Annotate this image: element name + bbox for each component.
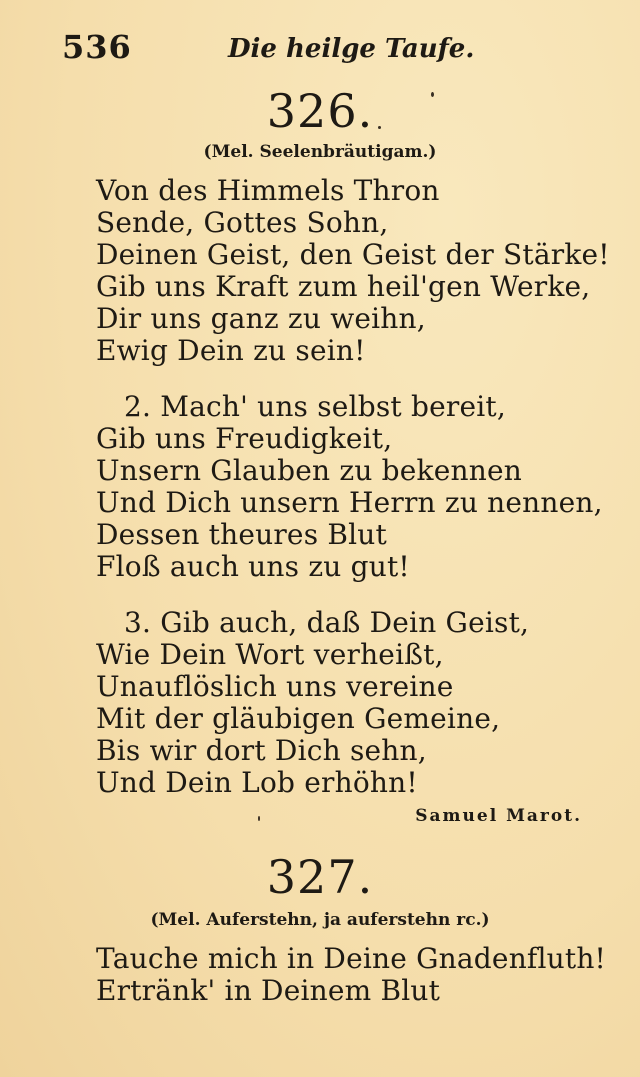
page-header	[62, 28, 582, 68]
verse-line: Dessen theures Blut	[96, 518, 387, 551]
melody-reference: (Mel. Auferstehn, ja auferstehn rc.)	[150, 910, 490, 930]
hymn-number: 326.	[266, 84, 374, 138]
melody-reference: (Mel. Seelenbräutigam.)	[203, 142, 437, 162]
verse-line: Dir uns ganz zu weihn,	[96, 302, 426, 335]
verse-line: Tauche mich in Deine Gnadenfluth!	[96, 942, 607, 975]
verse-line: Und Dich unsern Herrn zu nennen,	[96, 486, 603, 519]
verse-line: 2. Mach' uns selbst bereit,	[124, 390, 506, 423]
verse-line: Gib uns Freudigkeit,	[96, 422, 393, 455]
verse-line: Von des Himmels Thron	[96, 174, 440, 207]
ink-speck	[378, 126, 381, 129]
ink-speck	[431, 92, 434, 97]
verse-line: Sende, Gottes Sohn,	[96, 206, 389, 239]
verse-line: Ewig Dein zu sein!	[96, 334, 366, 367]
verse-line: Und Dein Lob erhöhn!	[96, 766, 418, 799]
hymn-number: 327.	[266, 850, 374, 904]
ink-speck	[258, 816, 260, 821]
verse-line: Wie Dein Wort verheißt,	[96, 638, 444, 671]
verse-line: Ertränk' in Deinem Blut	[96, 974, 441, 1007]
verse-line: Deinen Geist, den Geist der Stärke!	[96, 238, 610, 271]
verse-line: Unauflöslich uns vereine	[96, 670, 454, 703]
verse-line: Mit der gläubigen Gemeine,	[96, 702, 501, 735]
verse-line: Bis wir dort Dich sehn,	[96, 734, 427, 767]
verse-line: 3. Gib auch, daß Dein Geist,	[124, 606, 530, 639]
running-title: Die heilge Taufe.	[228, 34, 475, 64]
verse-line: Unsern Glauben zu bekennen	[96, 454, 522, 487]
page-number: 536	[62, 28, 132, 66]
verse-line: Floß auch uns zu gut!	[96, 550, 410, 583]
verse-line: Gib uns Kraft zum heil'gen Werke,	[96, 270, 591, 303]
hymn-author: Samuel Marot.	[415, 806, 582, 826]
